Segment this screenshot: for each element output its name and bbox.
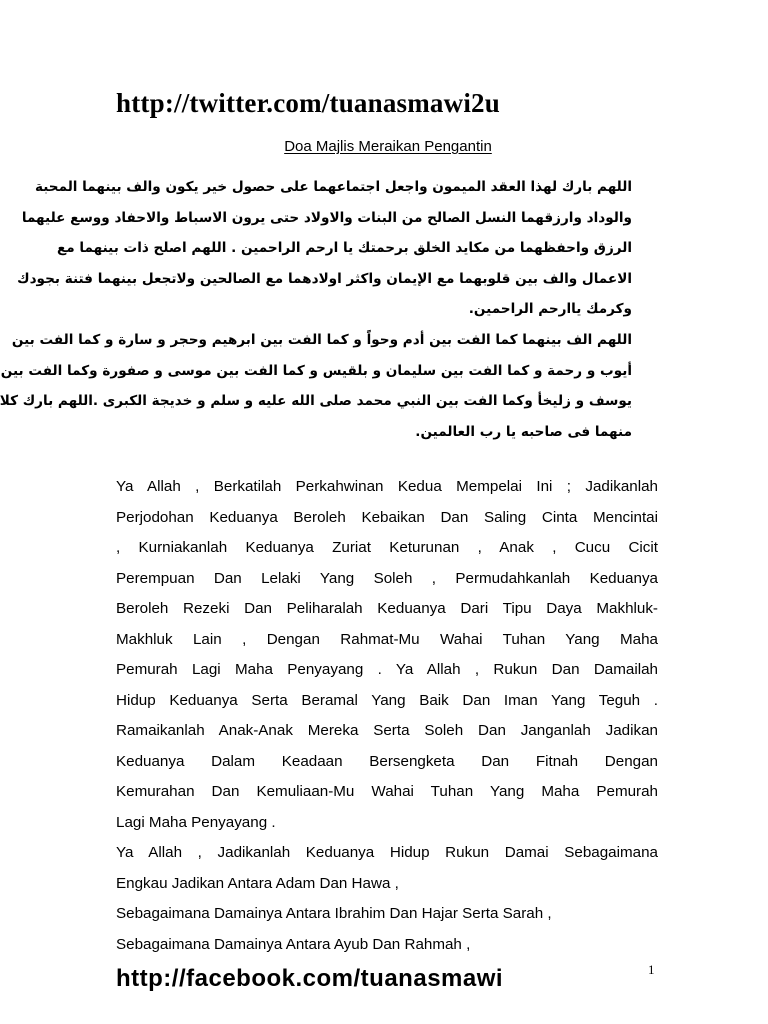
malay-line: Makhluk Lain , Dengan Rahmat-Mu Wahai Tuhan Yang Maha <box>116 630 658 648</box>
page-number: 1 <box>648 962 655 977</box>
malay-line: Ramaikanlah Anak-Anak Mereka Serta Soleh Dan Janganlah Jadikan <box>116 722 658 739</box>
malay-line: Lagi Maha Penyayang . <box>116 813 276 831</box>
malay-line: , Kurniakanlah Keduanya Zuriat Keturunan , Anak , Cucu Cicit <box>116 539 658 556</box>
document-title: Doa Majlis Meraikan Pengantin <box>284 138 492 155</box>
malay-line: Ya Allah , Jadikanlah Keduanya Hidup Rukun Damai Sebagaimana <box>116 844 658 861</box>
arabic-line: والوداد وارزقهما النسل الصالح من البنات والاولاد حتى يرون الاسباط والاحفاد ووسع عليهما <box>21 209 632 226</box>
arabic-line: الاعمال والف بين قلوبهما مع الإيمان واكثر اولادهما مع الصالحين ولاتجعل بينهما فتنة بجودك <box>17 270 632 287</box>
malay-line: Sebagaimana Damainya Antara Ayub Dan Rahmah , <box>116 935 471 953</box>
malay-line: Engkau Jadikan Antara Adam Dan Hawa , <box>116 874 399 892</box>
malay-translation-text <box>116 472 658 960</box>
malay-line: Kemurahan Dan Kemuliaan-Mu Wahai Tuhan Yang Maha Pemurah <box>116 783 658 800</box>
facebook-url: http://facebook.com/tuanasmawi <box>116 965 504 992</box>
twitter-url: http://twitter.com/tuanasmawi2u <box>116 88 500 118</box>
malay-line: Perempuan Dan Lelaki Yang Soleh , Permudahkanlah Keduanya <box>116 569 658 587</box>
arabic-line: اللهم الف بينهما كما الفت بين أدم وحواً و كما الفت بين ابرهيم وحجر و سارة و كما الفت بين <box>11 331 632 348</box>
malay-line: Hidup Keduanya Serta Beramal Yang Baik Dan Iman Yang Teguh . <box>116 691 658 709</box>
malay-line: Pemurah Lagi Maha Penyayang . Ya Allah , Rukun Dan Damailah <box>116 661 658 678</box>
malay-line: Keduanya Dalam Keadaan Bersengketa Dan Fitnah Dengan <box>116 752 658 770</box>
malay-line: Ya Allah , Berkatilah Perkahwinan Kedua Mempelai Ini ; Jadikanlah <box>116 478 658 495</box>
arabic-line: الرزق واحفظهما من مكايد الخلق برحمتك يا ارحم الراحمين . اللهم اصلح ذات بينهما مع <box>56 240 632 257</box>
malay-line: Sebagaimana Damainya Antara Ibrahim Dan Hajar Serta Sarah , <box>116 905 552 922</box>
arabic-prayer-text <box>0 172 632 447</box>
malay-line: Beroleh Rezeki Dan Peliharalah Keduanya Dari Tipu Daya Makhluk- <box>116 600 658 617</box>
malay-line: Perjodohan Keduanya Beroleh Kebaikan Dan Saling Cinta Mencintai <box>116 508 658 526</box>
arabic-line: وكرمك ياارحم الراحمين. <box>468 301 632 318</box>
arabic-line: اللهم بارك لهذا العقد الميمون واجعل اجتماعهما على حصول خير يكون والف بينهما المحبة <box>34 179 632 195</box>
arabic-line: يوسف و زليخأ وكما الفت بين النبي محمد صلى الله عليه و سلم و خديجة الكبرى .اللهم بارك كلا <box>0 393 632 410</box>
arabic-line: أيوب و رحمة و كما الفت بين سليمان و بلقيس و كما الفت بين موسى و صفورة وكما الفت بين <box>0 362 632 379</box>
arabic-line: منهما فى صاحبه يا رب العالمين. <box>415 423 632 440</box>
